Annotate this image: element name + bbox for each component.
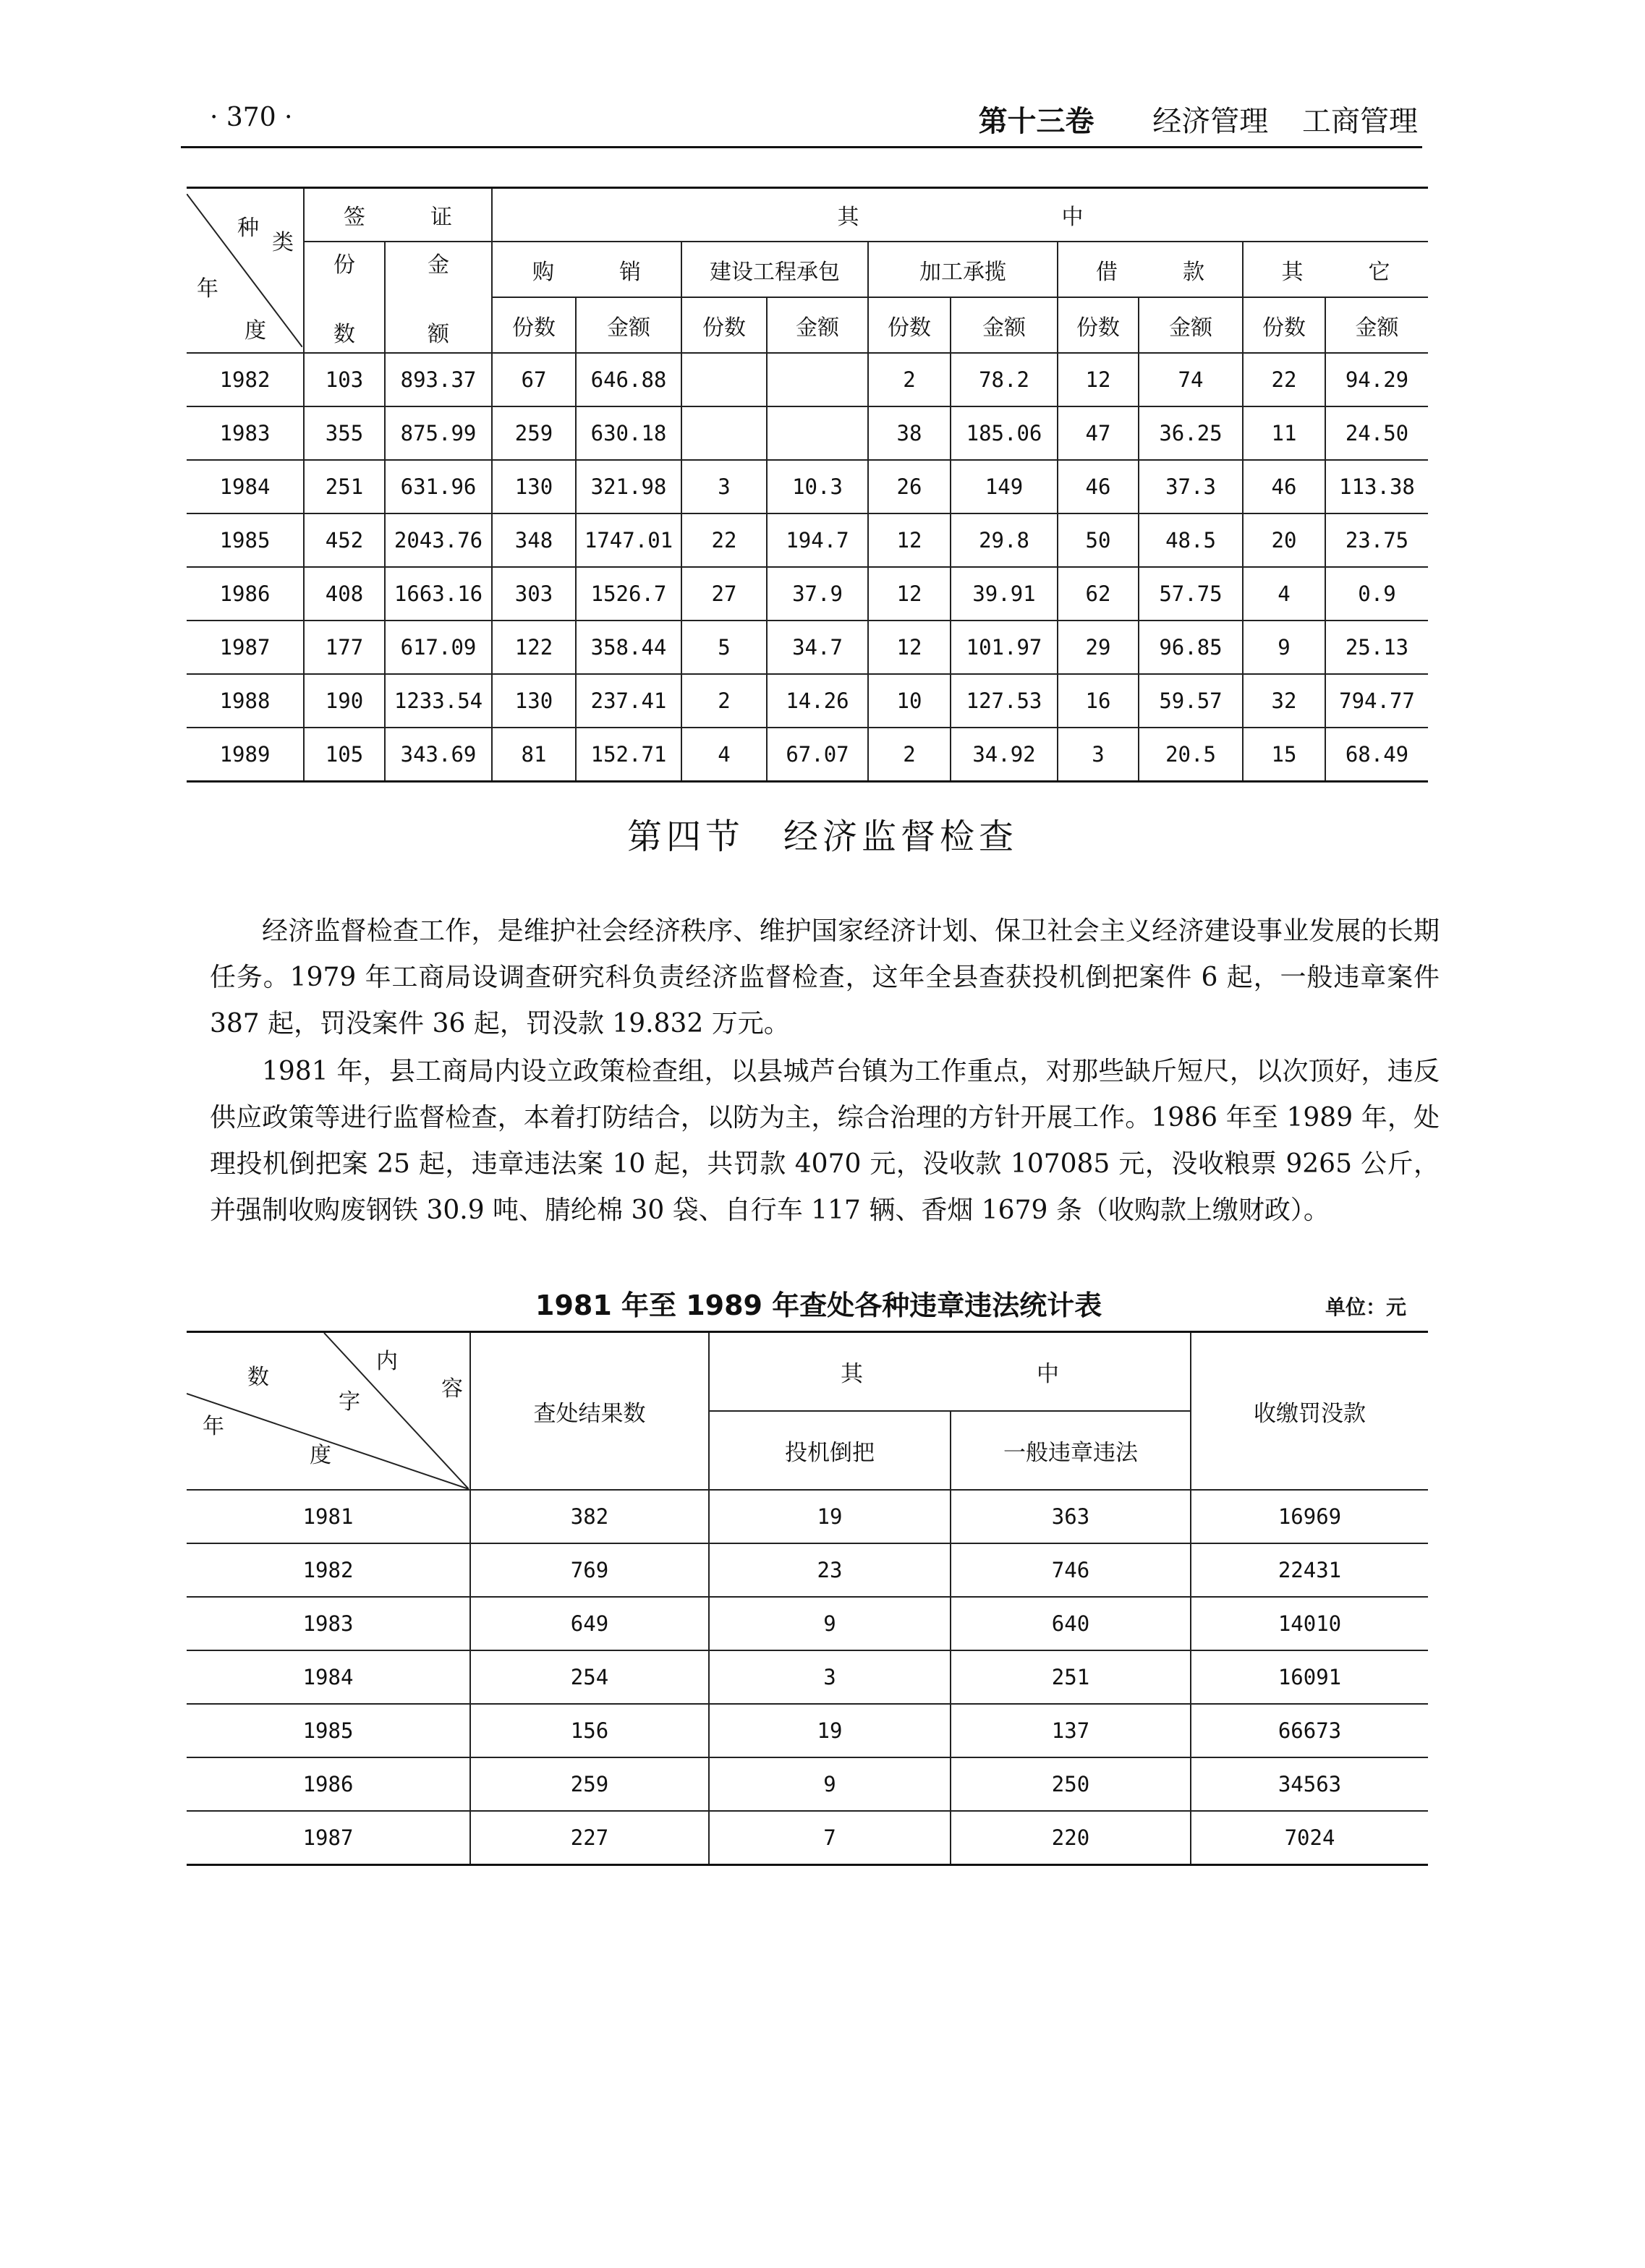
year-cell: 1984 bbox=[187, 1650, 470, 1704]
sub-header-amount: 金额 bbox=[1139, 297, 1243, 353]
header-text: 中 bbox=[1061, 205, 1084, 230]
value-cell: 259 bbox=[492, 406, 576, 460]
value-cell: 137 bbox=[951, 1704, 1191, 1757]
value-cell: 875.99 bbox=[385, 406, 492, 460]
section-heading: 第四节 经济监督检查 bbox=[626, 817, 1018, 857]
value-cell bbox=[767, 406, 868, 460]
value-cell: 4 bbox=[681, 728, 767, 782]
value-cell: 4 bbox=[1243, 567, 1325, 621]
header-text: 签 bbox=[344, 205, 365, 230]
value-cell: 16091 bbox=[1191, 1650, 1428, 1704]
table-row bbox=[187, 1650, 1428, 1704]
corner-label: 度 bbox=[245, 318, 266, 344]
value-cell: 254 bbox=[470, 1650, 709, 1704]
value-cell: 649 bbox=[470, 1597, 709, 1650]
year-cell: 1985 bbox=[187, 1704, 470, 1757]
value-cell: 12 bbox=[868, 621, 951, 674]
page-number: · 370 · bbox=[210, 103, 293, 132]
value-cell: 9 bbox=[1243, 621, 1325, 674]
value-cell: 156 bbox=[470, 1704, 709, 1757]
value-cell: 358.44 bbox=[576, 621, 681, 674]
header-text: 证 bbox=[430, 205, 452, 230]
value-cell: 630.18 bbox=[576, 406, 681, 460]
value-cell: 14010 bbox=[1191, 1597, 1428, 1650]
value-cell: 251 bbox=[304, 460, 385, 513]
year-cell: 1986 bbox=[187, 1757, 470, 1811]
value-cell: 50 bbox=[1058, 513, 1139, 567]
table-row bbox=[187, 1490, 1428, 1543]
header-text: 销 bbox=[619, 259, 641, 285]
value-cell: 74 bbox=[1139, 353, 1243, 406]
year-cell: 1983 bbox=[187, 406, 304, 460]
value-cell: 631.96 bbox=[385, 460, 492, 513]
table2-body bbox=[187, 1490, 1428, 1865]
value-cell: 29.8 bbox=[951, 513, 1058, 567]
value-cell: 893.37 bbox=[385, 353, 492, 406]
sub-header-amount: 金额 bbox=[1325, 297, 1428, 353]
value-cell: 22431 bbox=[1191, 1543, 1428, 1597]
value-cell: 2043.76 bbox=[385, 513, 492, 567]
value-cell: 794.77 bbox=[1325, 674, 1428, 728]
value-cell: 62 bbox=[1058, 567, 1139, 621]
value-cell: 149 bbox=[951, 460, 1058, 513]
value-cell: 16969 bbox=[1191, 1490, 1428, 1543]
value-cell: 46 bbox=[1058, 460, 1139, 513]
value-cell: 2 bbox=[868, 728, 951, 782]
sub-header-count: 份数 bbox=[681, 297, 767, 353]
corner-label: 字 bbox=[339, 1389, 360, 1415]
value-cell: 37.3 bbox=[1139, 460, 1243, 513]
value-cell: 59.57 bbox=[1139, 674, 1243, 728]
table-row bbox=[187, 406, 1428, 460]
value-cell: 12 bbox=[868, 567, 951, 621]
value-cell: 12 bbox=[868, 513, 951, 567]
value-cell: 9 bbox=[709, 1597, 951, 1650]
group-header-other bbox=[1243, 242, 1428, 297]
sub-header-count: 份数 bbox=[492, 297, 576, 353]
value-cell: 22 bbox=[1243, 353, 1325, 406]
value-cell: 321.98 bbox=[576, 460, 681, 513]
value-cell: 66673 bbox=[1191, 1704, 1428, 1757]
year-cell: 1986 bbox=[187, 567, 304, 621]
sign-amount-header bbox=[385, 242, 492, 353]
header-text: 金 bbox=[428, 252, 449, 278]
value-cell: 20.5 bbox=[1139, 728, 1243, 782]
value-cell: 122 bbox=[492, 621, 576, 674]
year-cell: 1982 bbox=[187, 353, 304, 406]
value-cell: 1526.7 bbox=[576, 567, 681, 621]
value-cell: 7024 bbox=[1191, 1811, 1428, 1865]
value-cell bbox=[681, 406, 767, 460]
corner-label: 数 bbox=[247, 1365, 269, 1390]
value-cell: 19 bbox=[709, 1704, 951, 1757]
value-cell: 152.71 bbox=[576, 728, 681, 782]
value-cell: 15 bbox=[1243, 728, 1325, 782]
table-row bbox=[187, 621, 1428, 674]
year-cell: 1988 bbox=[187, 674, 304, 728]
value-cell: 38 bbox=[868, 406, 951, 460]
year-cell: 1987 bbox=[187, 621, 304, 674]
value-cell: 29 bbox=[1058, 621, 1139, 674]
value-cell: 96.85 bbox=[1139, 621, 1243, 674]
value-cell: 68.49 bbox=[1325, 728, 1428, 782]
value-cell: 39.91 bbox=[951, 567, 1058, 621]
value-cell: 3 bbox=[681, 460, 767, 513]
value-cell: 57.75 bbox=[1139, 567, 1243, 621]
value-cell: 23 bbox=[709, 1543, 951, 1597]
page-header bbox=[210, 93, 1418, 143]
value-cell bbox=[681, 353, 767, 406]
corner-label: 种 bbox=[237, 216, 259, 241]
header-text: 借 bbox=[1096, 259, 1118, 285]
table-row bbox=[187, 567, 1428, 621]
year-cell: 1981 bbox=[187, 1490, 470, 1543]
header-text: 款 bbox=[1183, 259, 1204, 285]
value-cell: 19 bbox=[709, 1490, 951, 1543]
volume-title: 第十三卷 bbox=[978, 105, 1094, 138]
value-cell: 250 bbox=[951, 1757, 1191, 1811]
value-cell: 48.5 bbox=[1139, 513, 1243, 567]
value-cell: 26 bbox=[868, 460, 951, 513]
corner-label: 容 bbox=[441, 1376, 463, 1402]
value-cell bbox=[767, 353, 868, 406]
value-cell: 382 bbox=[470, 1490, 709, 1543]
value-cell: 130 bbox=[492, 674, 576, 728]
value-cell: 12 bbox=[1058, 353, 1139, 406]
value-cell: 47 bbox=[1058, 406, 1139, 460]
value-cell: 7 bbox=[709, 1811, 951, 1865]
value-cell: 103 bbox=[304, 353, 385, 406]
table1-corner-cell bbox=[187, 188, 304, 354]
qizhong-header bbox=[492, 188, 1428, 242]
table-row bbox=[187, 728, 1428, 782]
group-header-processing bbox=[868, 242, 1058, 297]
value-cell: 3 bbox=[709, 1650, 951, 1704]
header-result-count: 查处结果数 bbox=[470, 1332, 709, 1491]
value-cell: 46 bbox=[1243, 460, 1325, 513]
sign-count-header bbox=[304, 242, 385, 353]
corner-label: 类 bbox=[272, 230, 294, 255]
year-cell: 1983 bbox=[187, 1597, 470, 1650]
header-text: 其 bbox=[837, 205, 859, 230]
paragraph: 1981 年，县工商局内设立政策检查组，以县城芦台镇为工作重点，对那些缺斤短尺，以次顶好，违反供应政策等进行监督检查，本着打防结合，以防为主，综合治理的方针开展工作。1986 年至 1989 年，处理投机倒把案 25 起，违章违法案 10 起，共罚款 4070 元，没收款 107085 元，没收粮票 9265 公斤，并强制收购废钢铁 30.9 吨、腈纶棉 30 袋、自行车 117 辆、香烟 1679 条（收购款上缴财政）。 bbox=[210, 1057, 1440, 1225]
table-row bbox=[187, 1543, 1428, 1597]
value-cell: 94.29 bbox=[1325, 353, 1428, 406]
value-cell: 22 bbox=[681, 513, 767, 567]
group-header-loan bbox=[1058, 242, 1243, 297]
value-cell: 34.7 bbox=[767, 621, 868, 674]
value-cell: 3 bbox=[1058, 728, 1139, 782]
header-text: 其 bbox=[1281, 259, 1304, 285]
value-cell: 81 bbox=[492, 728, 576, 782]
value-cell: 177 bbox=[304, 621, 385, 674]
value-cell: 5 bbox=[681, 621, 767, 674]
value-cell: 1663.16 bbox=[385, 567, 492, 621]
value-cell: 9 bbox=[709, 1757, 951, 1811]
value-cell: 67.07 bbox=[767, 728, 868, 782]
header-general-violation: 一般违章违法 bbox=[951, 1411, 1191, 1490]
value-cell: 14.26 bbox=[767, 674, 868, 728]
header-speculation: 投机倒把 bbox=[709, 1411, 951, 1490]
value-cell: 237.41 bbox=[576, 674, 681, 728]
value-cell: 105 bbox=[304, 728, 385, 782]
value-cell: 190 bbox=[304, 674, 385, 728]
value-cell: 0.9 bbox=[1325, 567, 1428, 621]
qizhong-header bbox=[709, 1332, 1191, 1411]
header-text: 它 bbox=[1368, 259, 1390, 285]
value-cell: 348 bbox=[492, 513, 576, 567]
value-cell: 746 bbox=[951, 1543, 1191, 1597]
value-cell: 227 bbox=[470, 1811, 709, 1865]
year-cell: 1982 bbox=[187, 1543, 470, 1597]
value-cell: 20 bbox=[1243, 513, 1325, 567]
violation-table bbox=[187, 1331, 1428, 1866]
value-cell: 101.97 bbox=[951, 621, 1058, 674]
value-cell: 194.7 bbox=[767, 513, 868, 567]
value-cell: 617.09 bbox=[385, 621, 492, 674]
value-cell: 1747.01 bbox=[576, 513, 681, 567]
table-row bbox=[187, 460, 1428, 513]
table-row bbox=[187, 1704, 1428, 1757]
section-name-2: 工商管理 bbox=[1302, 105, 1418, 138]
table-row bbox=[187, 674, 1428, 728]
sub-header-count: 份数 bbox=[868, 297, 951, 353]
value-cell: 34.92 bbox=[951, 728, 1058, 782]
header-fine: 收缴罚没款 bbox=[1191, 1332, 1428, 1491]
sub-header-amount: 金额 bbox=[767, 297, 868, 353]
header-text: 数 bbox=[333, 322, 355, 347]
header-text: 购 bbox=[532, 259, 554, 285]
value-cell: 11 bbox=[1243, 406, 1325, 460]
value-cell: 32 bbox=[1243, 674, 1325, 728]
value-cell: 259 bbox=[470, 1757, 709, 1811]
table2-unit: 单位：元 bbox=[1325, 1295, 1406, 1319]
value-cell: 769 bbox=[470, 1543, 709, 1597]
value-cell: 78.2 bbox=[951, 353, 1058, 406]
year-cell: 1985 bbox=[187, 513, 304, 567]
sign-header bbox=[304, 188, 492, 242]
value-cell: 2 bbox=[868, 353, 951, 406]
table-row bbox=[187, 1757, 1428, 1811]
header-text: 份 bbox=[333, 252, 355, 278]
value-cell: 36.25 bbox=[1139, 406, 1243, 460]
table-row bbox=[187, 353, 1428, 406]
corner-label: 内 bbox=[376, 1349, 398, 1374]
value-cell: 27 bbox=[681, 567, 767, 621]
corner-label: 年 bbox=[197, 276, 218, 302]
value-cell: 1233.54 bbox=[385, 674, 492, 728]
value-cell: 10 bbox=[868, 674, 951, 728]
value-cell: 127.53 bbox=[951, 674, 1058, 728]
value-cell: 646.88 bbox=[576, 353, 681, 406]
year-cell: 1989 bbox=[187, 728, 304, 782]
corner-label: 度 bbox=[310, 1443, 331, 1468]
value-cell: 363 bbox=[951, 1490, 1191, 1543]
contract-table bbox=[187, 187, 1428, 783]
year-cell: 1984 bbox=[187, 460, 304, 513]
table-row bbox=[187, 1811, 1428, 1865]
header-text: 建设工程承包 bbox=[710, 259, 840, 285]
table2-title: 1981 年至 1989 年查处各种违章违法统计表 bbox=[535, 1289, 1102, 1321]
table-row bbox=[187, 1597, 1428, 1650]
value-cell: 220 bbox=[951, 1811, 1191, 1865]
value-cell: 130 bbox=[492, 460, 576, 513]
value-cell: 640 bbox=[951, 1597, 1191, 1650]
header-text: 加工承揽 bbox=[919, 259, 1006, 285]
running-head bbox=[979, 98, 1418, 140]
value-cell: 10.3 bbox=[767, 460, 868, 513]
value-cell: 34563 bbox=[1191, 1757, 1428, 1811]
value-cell: 25.13 bbox=[1325, 621, 1428, 674]
table1-body bbox=[187, 353, 1428, 782]
header-text: 中 bbox=[1037, 1360, 1059, 1387]
sub-header-amount: 金额 bbox=[951, 297, 1058, 353]
value-cell: 2 bbox=[681, 674, 767, 728]
value-cell: 37.9 bbox=[767, 567, 868, 621]
value-cell: 16 bbox=[1058, 674, 1139, 728]
value-cell: 67 bbox=[492, 353, 576, 406]
value-cell: 408 bbox=[304, 567, 385, 621]
section-name-1: 经济管理 bbox=[1152, 105, 1269, 138]
year-cell: 1987 bbox=[187, 1811, 470, 1865]
value-cell: 452 bbox=[304, 513, 385, 567]
value-cell: 113.38 bbox=[1325, 460, 1428, 513]
value-cell: 303 bbox=[492, 567, 576, 621]
table2-corner-cell bbox=[187, 1332, 470, 1491]
value-cell: 24.50 bbox=[1325, 406, 1428, 460]
header-text: 额 bbox=[428, 322, 449, 347]
group-header-construction bbox=[681, 242, 868, 297]
paragraph: 经济监督检查工作，是维护社会经济秩序、维护国家经济计划、保卫社会主义经济建设事业发展的长期任务。1979 年工商局设调查研究科负责经济监督检查，这年全县查获投机倒把案件 6 起，一般违章案件 387 起，罚没案件 36 起，罚没款 19.832 万元。 bbox=[210, 916, 1440, 1039]
sub-header-count: 份数 bbox=[1058, 297, 1139, 353]
header-text: 其 bbox=[841, 1360, 863, 1387]
value-cell: 185.06 bbox=[951, 406, 1058, 460]
value-cell: 251 bbox=[951, 1650, 1191, 1704]
value-cell: 23.75 bbox=[1325, 513, 1428, 567]
value-cell: 355 bbox=[304, 406, 385, 460]
sub-header-amount: 金额 bbox=[576, 297, 681, 353]
header-rule bbox=[181, 146, 1422, 148]
corner-label: 年 bbox=[203, 1414, 224, 1439]
sub-header-count: 份数 bbox=[1243, 297, 1325, 353]
group-header-purchase bbox=[492, 242, 681, 297]
value-cell: 343.69 bbox=[385, 728, 492, 782]
table-row bbox=[187, 513, 1428, 567]
